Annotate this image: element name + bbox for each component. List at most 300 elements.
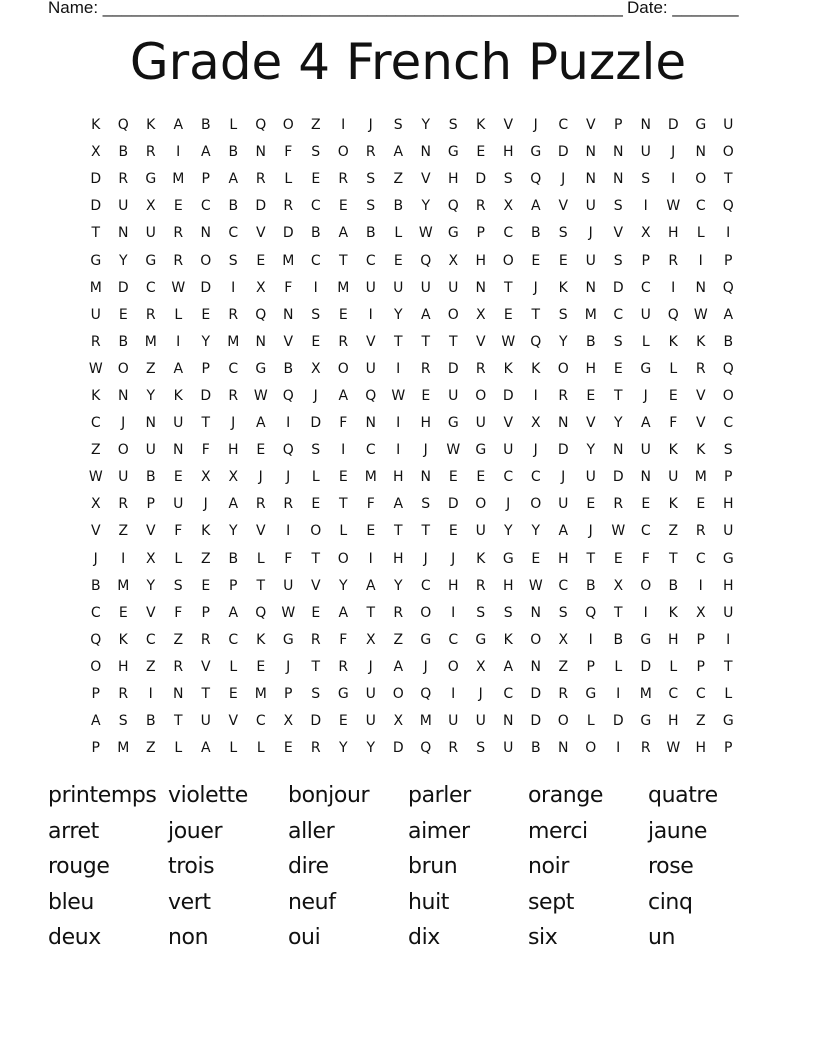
grid-letter: M <box>419 713 432 730</box>
grid-letter: P <box>229 577 238 594</box>
grid-letter: E <box>256 658 266 675</box>
grid-letter: J <box>478 686 483 703</box>
grid-letter: D <box>200 279 212 296</box>
grid-letter: Y <box>338 740 348 757</box>
grid-letter: D <box>502 387 514 404</box>
grid-letter: U <box>173 415 184 432</box>
grid-letter: O <box>557 360 569 377</box>
grid-letter: Q <box>420 252 432 269</box>
grid-letter: L <box>339 523 348 540</box>
grid-letter: E <box>118 306 128 323</box>
grid-letter: F <box>201 442 210 459</box>
grid-letter: B <box>228 550 239 567</box>
grid-letter: M <box>144 333 157 350</box>
grid-letter: B <box>613 631 624 648</box>
grid-letter: Q <box>420 686 432 703</box>
grid-row <box>82 735 742 762</box>
grid-letter: H <box>420 415 432 432</box>
grid-letter: A <box>173 360 184 377</box>
grid-letter: J <box>533 279 538 296</box>
grid-letter: V <box>503 117 514 134</box>
grid-letter: L <box>256 740 265 757</box>
grid-letter: Z <box>393 171 404 188</box>
grid-letter: E <box>173 198 183 215</box>
grid-letter: N <box>365 415 376 432</box>
grid-letter: X <box>393 713 404 730</box>
grid-letter: D <box>310 415 322 432</box>
grid-letter: W <box>88 360 103 377</box>
grid-letter: N <box>695 144 706 161</box>
grid-letter: Z <box>695 713 706 730</box>
grid-letter: G <box>502 550 514 567</box>
grid-letter: V <box>365 333 376 350</box>
grid-letter: O <box>117 360 129 377</box>
grid-letter: G <box>447 225 459 242</box>
grid-letter: T <box>338 496 348 513</box>
grid-letter: U <box>723 117 734 134</box>
grid-letter: U <box>723 523 734 540</box>
grid-letter: I <box>286 523 291 540</box>
grid-letter: B <box>228 144 239 161</box>
grid-letter: W <box>666 198 681 215</box>
grid-letter: T <box>201 415 211 432</box>
grid-letter: C <box>145 279 156 296</box>
grid-letter: K <box>118 631 128 648</box>
grid-letter: X <box>558 631 569 648</box>
grid-letter: S <box>311 686 321 703</box>
grid-letter: A <box>420 306 431 323</box>
grid-letter: U <box>448 387 459 404</box>
grid-letter: D <box>612 713 624 730</box>
grid-letter: R <box>118 171 129 188</box>
grid-letter: M <box>282 252 295 269</box>
grid-letter: K <box>668 604 678 621</box>
grid-letter: O <box>282 117 294 134</box>
grid-letter: K <box>696 333 706 350</box>
grid-letter: K <box>668 333 678 350</box>
grid-letter: O <box>585 740 597 757</box>
grid-letter: L <box>284 171 293 188</box>
grid-letter: N <box>173 442 184 459</box>
grid-letter: S <box>503 604 513 621</box>
grid-letter: E <box>338 198 348 215</box>
grid-letter: Y <box>201 333 211 350</box>
grid-letter: S <box>558 604 568 621</box>
grid-letter: C <box>90 415 101 432</box>
grid-letter: T <box>393 523 403 540</box>
grid-letter: U <box>145 225 156 242</box>
grid-letter: W <box>418 225 433 242</box>
grid-letter: B <box>393 198 404 215</box>
grid-letter: D <box>200 387 212 404</box>
grid-letter: R <box>558 387 569 404</box>
grid-letter: Y <box>146 387 156 404</box>
grid-letter: R <box>475 577 486 594</box>
grid-letter: T <box>256 577 266 594</box>
word-bank-item: brun <box>408 854 458 880</box>
grid-letter: R <box>173 225 184 242</box>
grid-letter: E <box>613 550 623 567</box>
grid-letter: E <box>311 496 321 513</box>
grid-letter: Y <box>338 577 348 594</box>
grid-letter: I <box>643 198 648 215</box>
grid-letter: T <box>531 306 541 323</box>
grid-letter: K <box>503 360 513 377</box>
grid-letter: B <box>310 225 321 242</box>
grid-letter: X <box>145 550 156 567</box>
grid-letter: X <box>90 144 101 161</box>
grid-letter: D <box>640 658 652 675</box>
grid-letter: K <box>503 631 513 648</box>
grid-letter: M <box>639 686 652 703</box>
grid-letter: C <box>695 198 706 215</box>
grid-letter: W <box>171 279 186 296</box>
grid-letter: G <box>90 252 102 269</box>
grid-letter: I <box>396 360 401 377</box>
word-bank-item: quatre <box>648 783 718 809</box>
grid-row <box>82 112 742 139</box>
grid-letter: L <box>614 658 623 675</box>
grid-letter: Z <box>118 523 129 540</box>
grid-letter: R <box>90 333 101 350</box>
grid-letter: U <box>173 496 184 513</box>
grid-letter: Q <box>365 387 377 404</box>
grid-letter: V <box>420 171 431 188</box>
grid-letter: R <box>475 360 486 377</box>
word-bank-item: huit <box>408 889 450 915</box>
grid-letter: Y <box>613 415 623 432</box>
grid-letter: H <box>475 252 487 269</box>
grid-letter: H <box>502 577 514 594</box>
grid-letter: Q <box>117 117 129 134</box>
grid-letter: O <box>530 631 542 648</box>
word-bank-item: trois <box>168 854 215 880</box>
grid-letter: E <box>586 496 596 513</box>
grid-letter: W <box>693 306 708 323</box>
word-bank <box>48 778 788 956</box>
date-field-line: Date: _______ <box>627 0 739 17</box>
grid-letter: B <box>200 117 211 134</box>
grid-letter: S <box>476 740 486 757</box>
grid-letter: U <box>640 306 651 323</box>
grid-letter: I <box>643 604 648 621</box>
word-bank-row <box>48 920 788 956</box>
grid-letter: R <box>283 198 294 215</box>
grid-letter: Z <box>145 360 156 377</box>
grid-letter: Q <box>255 604 267 621</box>
grid-letter: J <box>258 469 263 486</box>
grid-letter: J <box>368 117 373 134</box>
grid-letter: V <box>585 415 596 432</box>
grid-letter: N <box>585 144 596 161</box>
grid-letter: R <box>558 686 569 703</box>
grid-letter: S <box>641 171 651 188</box>
grid-letter: O <box>502 252 514 269</box>
grid-letter: I <box>176 333 181 350</box>
grid-letter: A <box>530 198 541 215</box>
grid-row <box>82 464 742 491</box>
word-bank-item: jaune <box>648 818 708 844</box>
grid-letter: K <box>201 523 211 540</box>
grid-letter: I <box>396 415 401 432</box>
grid-letter: B <box>668 577 679 594</box>
grid-letter: S <box>503 171 513 188</box>
grid-letter: O <box>722 387 734 404</box>
grid-letter: X <box>200 469 211 486</box>
grid-letter: P <box>476 225 485 242</box>
grid-letter: P <box>91 686 100 703</box>
grid-letter: W <box>281 604 296 621</box>
grid-letter: K <box>558 279 568 296</box>
grid-letter: R <box>448 740 459 757</box>
grid-letter: I <box>286 415 291 432</box>
grid-letter: W <box>501 333 516 350</box>
grid-letter: N <box>118 387 129 404</box>
grid-letter: X <box>228 469 239 486</box>
grid-letter: V <box>613 225 624 242</box>
grid-letter: E <box>696 496 706 513</box>
grid-letter: R <box>118 496 129 513</box>
grid-letter: D <box>530 713 542 730</box>
grid-letter: E <box>586 387 596 404</box>
grid-letter: D <box>90 171 102 188</box>
grid-letter: X <box>475 658 486 675</box>
grid-letter: O <box>530 496 542 513</box>
grid-letter: V <box>585 117 596 134</box>
word-bank-item: parler <box>408 783 471 809</box>
grid-letter: A <box>338 387 349 404</box>
grid-letter: L <box>724 686 733 703</box>
grid-letter: M <box>694 469 707 486</box>
grid-letter: J <box>561 469 566 486</box>
grid-letter: O <box>337 550 349 567</box>
grid-letter: C <box>695 550 706 567</box>
grid-letter: Z <box>173 631 184 648</box>
grid-letter: O <box>200 252 212 269</box>
word-bank-item: aller <box>288 818 335 844</box>
grid-letter: E <box>338 469 348 486</box>
grid-letter: R <box>310 631 321 648</box>
grid-letter: G <box>722 550 734 567</box>
grid-letter: L <box>229 740 238 757</box>
grid-letter: U <box>640 144 651 161</box>
grid-letter: G <box>255 360 267 377</box>
grid-letter: E <box>476 469 486 486</box>
grid-letter: C <box>530 469 541 486</box>
grid-letter: C <box>668 686 679 703</box>
grid-letter: T <box>503 279 513 296</box>
grid-row <box>82 654 742 681</box>
grid-letter: Y <box>366 740 376 757</box>
grid-letter: Y <box>146 577 156 594</box>
grid-letter: V <box>558 198 569 215</box>
grid-letter: L <box>311 469 320 486</box>
grid-letter: I <box>616 740 621 757</box>
grid-letter: N <box>283 306 294 323</box>
grid-letter: I <box>148 686 153 703</box>
grid-letter: N <box>585 279 596 296</box>
grid-letter: I <box>451 686 456 703</box>
grid-letter: C <box>228 225 239 242</box>
grid-letter: H <box>392 550 404 567</box>
grid-letter: E <box>256 252 266 269</box>
grid-letter: N <box>420 144 431 161</box>
grid-letter: U <box>365 279 376 296</box>
grid-letter: B <box>118 144 129 161</box>
grid-letter: V <box>90 523 101 540</box>
grid-letter: R <box>310 740 321 757</box>
grid-letter: C <box>420 577 431 594</box>
grid-letter: Z <box>90 442 101 459</box>
grid-letter: S <box>311 144 321 161</box>
grid-letter: E <box>448 469 458 486</box>
grid-row <box>82 275 742 302</box>
grid-letter: T <box>723 171 733 188</box>
grid-letter: L <box>229 658 238 675</box>
grid-letter: I <box>231 279 236 296</box>
letter-grid <box>82 112 742 762</box>
grid-letter: I <box>698 577 703 594</box>
grid-row <box>82 437 742 464</box>
grid-letter: H <box>695 740 707 757</box>
grid-letter: A <box>228 496 239 513</box>
word-bank-item: aimer <box>408 818 470 844</box>
grid-letter: E <box>503 306 513 323</box>
grid-letter: H <box>227 442 239 459</box>
grid-letter: K <box>668 442 678 459</box>
grid-letter: U <box>475 415 486 432</box>
grid-letter: S <box>366 171 376 188</box>
grid-letter: F <box>174 523 183 540</box>
word-bank-item: neuf <box>288 889 336 915</box>
grid-letter: R <box>255 496 266 513</box>
grid-letter: E <box>421 387 431 404</box>
grid-letter: T <box>338 252 348 269</box>
grid-letter: U <box>283 577 294 594</box>
grid-letter: H <box>447 171 459 188</box>
grid-row <box>82 383 742 410</box>
grid-letter: E <box>668 387 678 404</box>
grid-letter: N <box>558 415 569 432</box>
grid-letter: A <box>228 171 239 188</box>
grid-letter: S <box>173 577 183 594</box>
grid-letter: U <box>558 496 569 513</box>
word-bank-item: un <box>648 925 676 951</box>
grid-letter: G <box>447 144 459 161</box>
grid-letter: I <box>121 550 126 567</box>
grid-letter: R <box>255 171 266 188</box>
grid-letter: V <box>255 225 266 242</box>
grid-letter: N <box>420 469 431 486</box>
grid-letter: K <box>173 387 183 404</box>
grid-row <box>82 410 742 437</box>
grid-letter: Q <box>585 604 597 621</box>
grid-row <box>82 220 742 247</box>
grid-letter: G <box>722 713 734 730</box>
grid-letter: Z <box>145 658 156 675</box>
word-bank-item: cinq <box>648 889 693 915</box>
grid-letter: Y <box>393 577 403 594</box>
grid-letter: U <box>668 469 679 486</box>
grid-letter: N <box>173 686 184 703</box>
word-bank-item: oui <box>288 925 321 951</box>
grid-letter: O <box>392 686 404 703</box>
grid-letter: G <box>585 686 597 703</box>
grid-letter: I <box>396 442 401 459</box>
grid-letter: U <box>393 279 404 296</box>
grid-letter: K <box>91 117 101 134</box>
grid-letter: N <box>613 442 624 459</box>
grid-letter: G <box>640 713 652 730</box>
grid-letter: G <box>475 442 487 459</box>
grid-row <box>82 681 742 708</box>
word-bank-item: bonjour <box>288 783 370 809</box>
grid-letter: C <box>640 523 651 540</box>
grid-letter: D <box>90 198 102 215</box>
grid-letter: Z <box>393 631 404 648</box>
grid-letter: C <box>723 415 734 432</box>
grid-letter: J <box>121 415 126 432</box>
grid-letter: R <box>283 496 294 513</box>
grid-letter: Q <box>667 306 679 323</box>
grid-letter: P <box>201 360 210 377</box>
grid-letter: W <box>391 387 406 404</box>
grid-letter: O <box>722 144 734 161</box>
grid-letter: T <box>586 550 596 567</box>
word-bank-item: jouer <box>168 818 223 844</box>
grid-letter: B <box>723 333 734 350</box>
grid-letter: D <box>612 279 624 296</box>
grid-row <box>82 600 742 627</box>
grid-letter: A <box>338 225 349 242</box>
grid-letter: L <box>174 306 183 323</box>
grid-letter: J <box>93 550 98 567</box>
grid-letter: E <box>201 306 211 323</box>
grid-letter: V <box>475 333 486 350</box>
grid-letter: P <box>284 686 293 703</box>
grid-letter: A <box>723 306 734 323</box>
grid-letter: G <box>475 631 487 648</box>
grid-letter: E <box>201 577 211 594</box>
grid-letter: S <box>311 442 321 459</box>
grid-row <box>82 491 742 518</box>
grid-letter: E <box>531 550 541 567</box>
grid-letter: J <box>231 415 236 432</box>
grid-letter: S <box>421 496 431 513</box>
grid-letter: E <box>338 713 348 730</box>
grid-letter: T <box>668 550 678 567</box>
grid-letter: F <box>339 631 348 648</box>
grid-letter: T <box>613 387 623 404</box>
grid-letter: D <box>282 225 294 242</box>
grid-letter: Z <box>145 740 156 757</box>
grid-letter: L <box>669 658 678 675</box>
grid-letter: W <box>611 523 626 540</box>
grid-letter: M <box>227 333 240 350</box>
grid-letter: F <box>339 415 348 432</box>
grid-letter: C <box>310 198 321 215</box>
grid-letter: R <box>695 360 706 377</box>
grid-letter: J <box>313 387 318 404</box>
grid-letter: Q <box>255 306 267 323</box>
grid-letter: E <box>338 306 348 323</box>
grid-letter: P <box>641 252 650 269</box>
grid-letter: O <box>640 577 652 594</box>
grid-letter: N <box>640 469 651 486</box>
grid-letter: T <box>311 658 321 675</box>
grid-letter: U <box>503 442 514 459</box>
word-bank-item: dix <box>408 925 440 951</box>
